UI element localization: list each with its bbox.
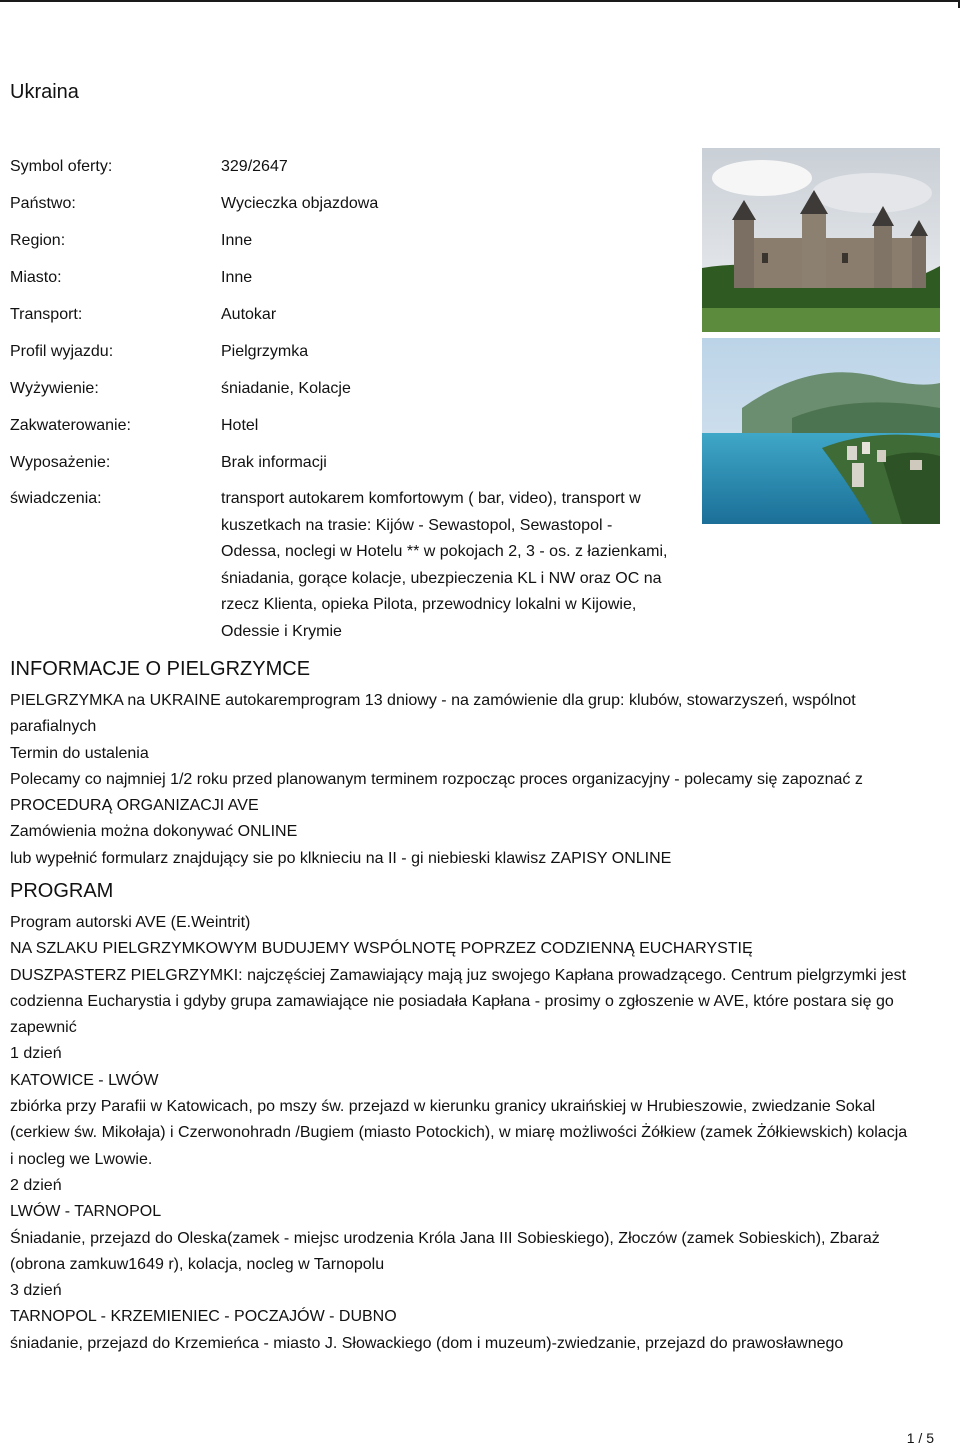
offer-value: Inne bbox=[221, 269, 253, 286]
program-line: codzienna Eucharystia i gdyby grupa zamawiające nie posiadała Kapłana - prosimy o zgłoszenie w AVE, które postara się go bbox=[10, 992, 894, 1010]
castle-photo bbox=[702, 148, 940, 332]
services-line: Odessie i Krymie bbox=[221, 622, 342, 640]
info-heading: INFORMACJE O PIELGRZYMCE bbox=[10, 658, 311, 680]
offer-row-meals bbox=[10, 370, 700, 407]
program-line: DUSZPASTERZ PIELGRZYMKI: najczęściej Zamawiający mają juz swojego Kapłana prowadzącego. Centrum pielgrzymki jest bbox=[10, 966, 907, 984]
services-line: śniadania, gorące kolacje, ubezpieczenia KL i NW oraz OC na bbox=[221, 569, 662, 587]
offer-value: Hotel bbox=[221, 417, 259, 434]
day-label: 3 dzień bbox=[10, 1282, 62, 1300]
info-line: Polecamy co najmniej 1/2 roku przed planowanym terminem rozpocząc proces organizacyjny - polecamy się zapoznać z bbox=[10, 770, 863, 788]
offer-value: Inne bbox=[221, 232, 253, 249]
offer-details bbox=[10, 148, 700, 645]
day-route: KATOWICE - LWÓW bbox=[10, 1071, 159, 1089]
services-text bbox=[221, 486, 700, 645]
offer-row-services bbox=[10, 481, 700, 645]
offer-row-transport bbox=[10, 296, 700, 333]
program-line: Program autorski AVE (E.Weintrit) bbox=[10, 914, 251, 931]
offer-value: śniadanie, Kolacje bbox=[221, 380, 351, 397]
offer-value: Brak informacji bbox=[221, 454, 327, 471]
day-route: LWÓW - TARNOPOL bbox=[10, 1203, 162, 1221]
program-line: (obrona zamkuw1649 r), kolacja, nocleg w Tarnopolu bbox=[10, 1255, 385, 1273]
offer-label: Profil wyjazdu: bbox=[10, 343, 114, 360]
offer-label: Państwo: bbox=[10, 195, 76, 212]
day-label: 2 dzień bbox=[10, 1176, 62, 1194]
program-line: i nocleg we Lwowie. bbox=[10, 1150, 153, 1168]
services-line: transport autokarem komfortowym ( bar, video), transport w bbox=[221, 490, 641, 507]
program-line: (cerkiew św. Mikołaja) i Czerwonohradn /Bugiem (miasto Potockich), w miarę możliwości Żółkiew (zamek Żółkiewskich) kolacja bbox=[10, 1124, 908, 1142]
page-title: Ukraina bbox=[10, 81, 79, 103]
services-line: Odessa, noclegi w Hotelu ** w pokojach 2, 3 - os. z łazienkami, bbox=[221, 543, 668, 560]
offer-label: Region: bbox=[10, 232, 66, 249]
services-line: rzecz Klienta, opieka Pilota, przewodnicy lokalni w Kijowie, bbox=[221, 596, 637, 613]
program-line: śniadanie, przejazd do Krzemieńca - miasto J. Słowackiego (dom i muzeum)-zwiedzanie, przejazd do prawosławnego bbox=[10, 1334, 844, 1352]
info-line: lub wypełnić formularz znajdujący sie po klknieciu na II - gi niebieski klawisz ZAPISY ONLINE bbox=[10, 849, 672, 867]
day-label: 1 dzień bbox=[10, 1045, 62, 1063]
offer-label: Wyposażenie: bbox=[10, 454, 111, 471]
offer-row-region bbox=[10, 222, 700, 259]
info-line: PIELGRZYMKA na UKRAINE autokaremprogram 13 dniowy - na zamówienie dla grup: klubów, stowarzyszeń, wspólnot bbox=[10, 692, 856, 709]
program-heading: PROGRAM bbox=[10, 880, 114, 902]
coast-photo bbox=[702, 338, 940, 524]
info-line: PROCEDURĄ ORGANIZACJI AVE bbox=[10, 797, 259, 815]
offer-label: Miasto: bbox=[10, 269, 62, 286]
offer-label: Wyżywienie: bbox=[10, 380, 99, 397]
info-line: Zamówienia można dokonywać ONLINE bbox=[10, 823, 298, 841]
info-line: parafialnych bbox=[10, 718, 97, 736]
info-text bbox=[10, 688, 960, 872]
program-line: zbiórka przy Parafii w Katowicach, po mszy św. przejazd w kierunku granicy ukraińskiej w Hrubieszowie, zwiedzanie Sokal bbox=[10, 1098, 876, 1116]
program-line: NA SZLAKU PIELGRZYMKOWYM BUDUJEMY WSPÓLNOTĘ POPRZEZ CODZIENNĄ EUCHARYSTIĘ bbox=[10, 940, 753, 958]
offer-row-equipment bbox=[10, 444, 700, 481]
offer-value: Autokar bbox=[221, 306, 277, 323]
services-line: kuszetkach na trasie: Kijów - Sewastopol, Sewastopol - bbox=[221, 516, 613, 534]
offer-value: Pielgrzymka bbox=[221, 343, 309, 360]
offer-label: Zakwaterowanie: bbox=[10, 417, 131, 434]
offer-row-accommodation bbox=[10, 407, 700, 444]
program-line: zapewnić bbox=[10, 1019, 77, 1037]
offer-label: Transport: bbox=[10, 306, 83, 323]
offer-row-city bbox=[10, 259, 700, 296]
offer-row-country bbox=[10, 185, 700, 222]
offer-value: 329/2647 bbox=[221, 158, 288, 175]
offer-row-profile bbox=[10, 333, 700, 370]
offer-row-symbol bbox=[10, 148, 700, 185]
offer-value: Wycieczka objazdowa bbox=[221, 195, 379, 212]
info-line: Termin do ustalenia bbox=[10, 744, 149, 762]
page-number: 1 / 5 bbox=[906, 1430, 934, 1446]
day-route: TARNOPOL - KRZEMIENIEC - POCZAJÓW - DUBNO bbox=[10, 1308, 397, 1326]
page-top-rule bbox=[0, 0, 960, 2]
program-line: Śniadanie, przejazd do Oleska(zamek - miejsc urodzenia Króla Jana III Sobieskiego), Złoczów (zamek Sobieskich), Zbaraż bbox=[10, 1229, 880, 1247]
photo-column bbox=[702, 148, 940, 524]
offer-label: Symbol oferty: bbox=[10, 158, 113, 175]
program-text bbox=[10, 910, 960, 1357]
offer-label: świadczenia: bbox=[10, 490, 102, 507]
